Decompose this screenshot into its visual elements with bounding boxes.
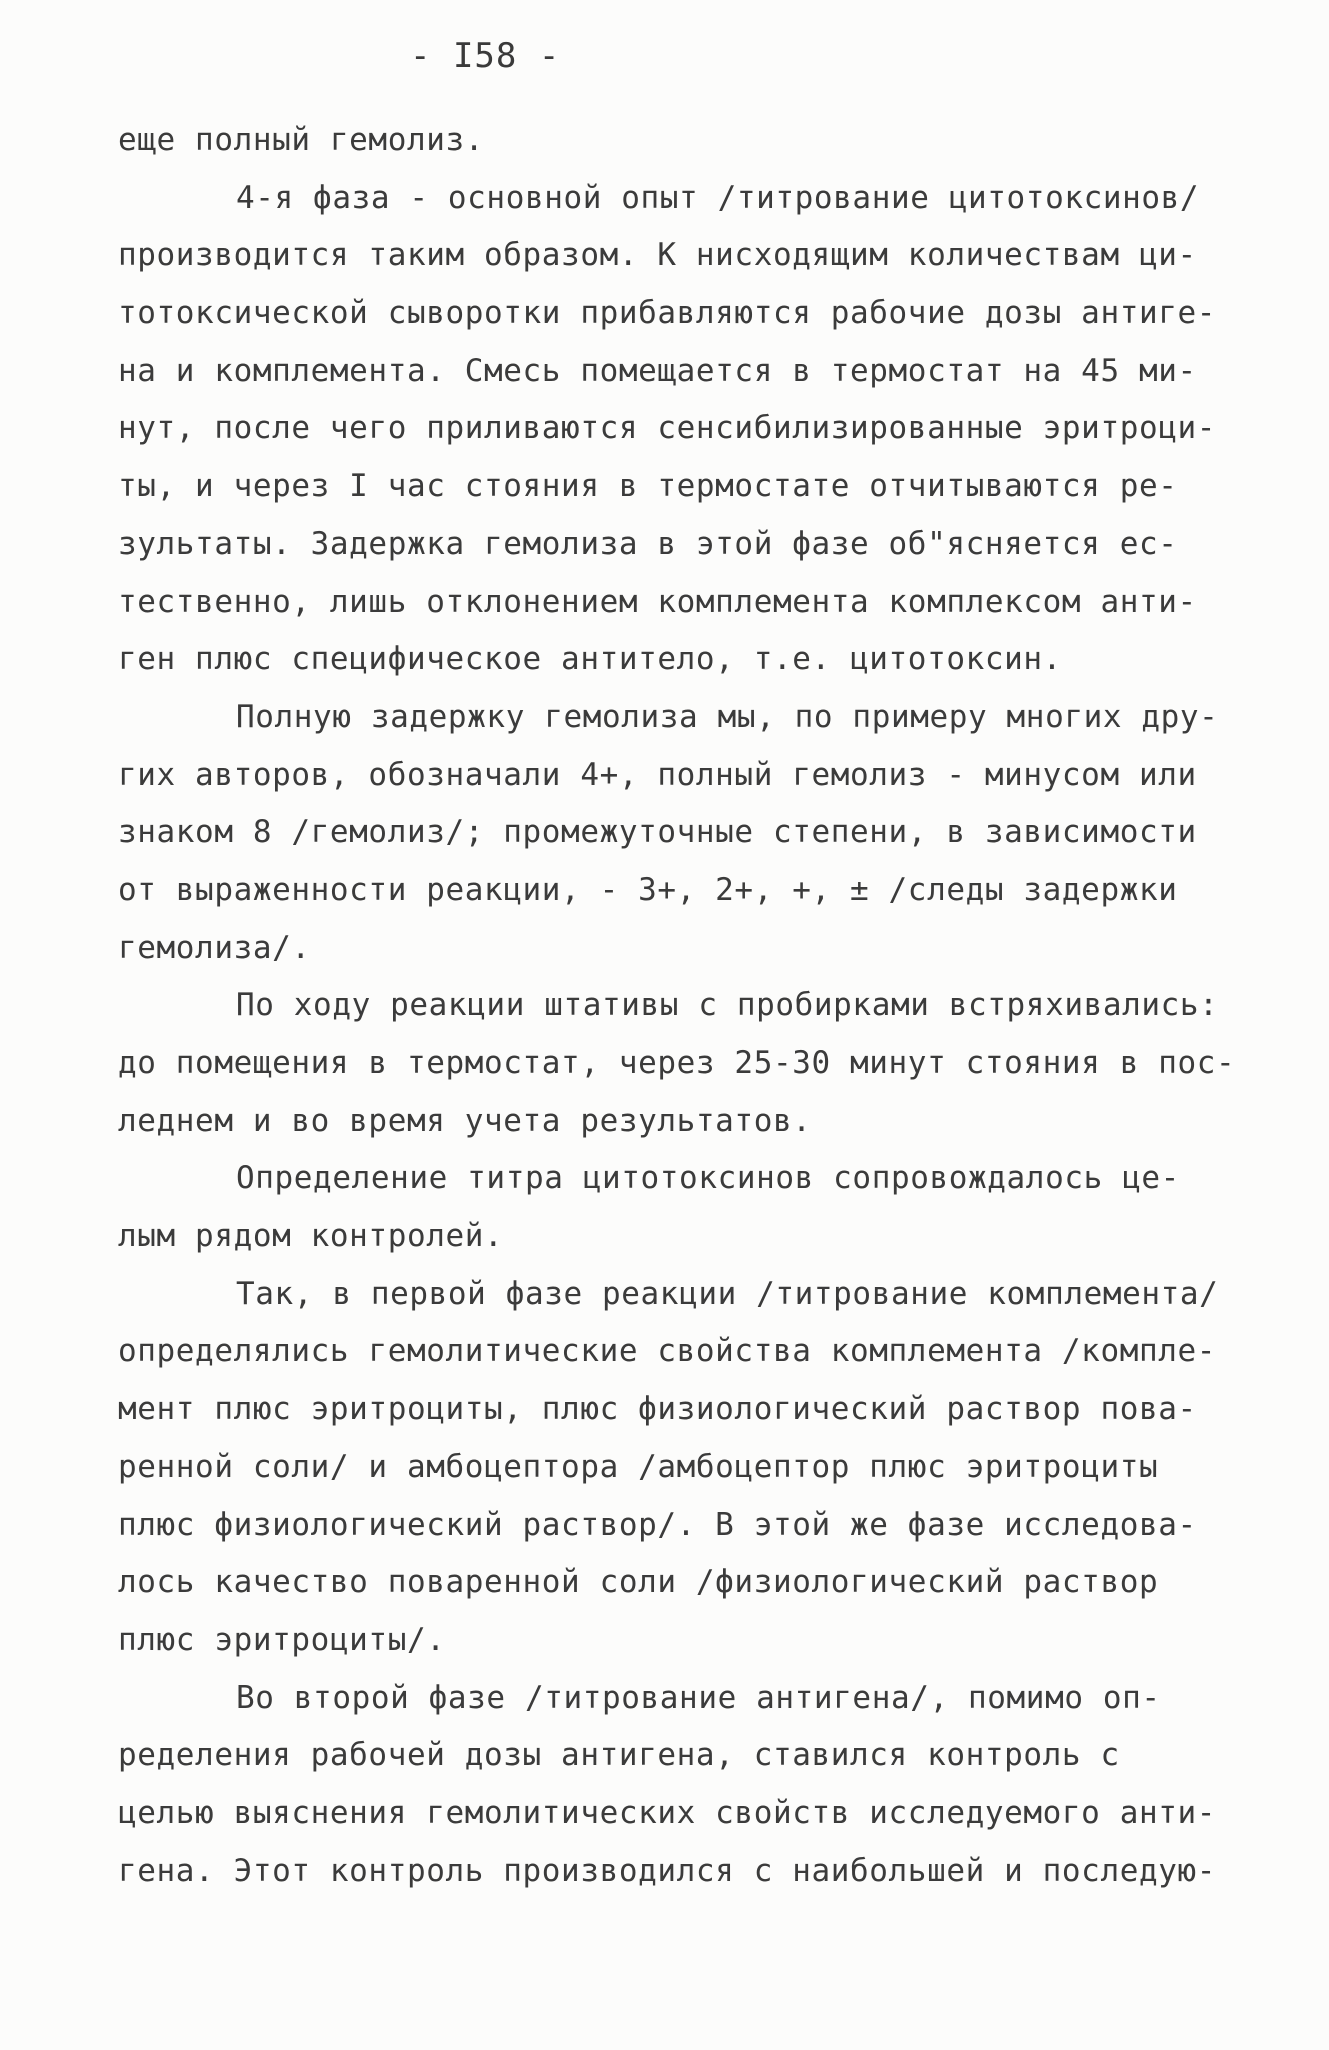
paragraph-start-line: Определение титра цитотоксинов сопровождалось це- bbox=[236, 1160, 1180, 1197]
text-line: тотоксической сыворотки прибавляются рабочие дозы антиге- bbox=[118, 295, 1217, 332]
paragraph-start-line: Полную задержку гемолиза мы, по примеру многих дру- bbox=[236, 698, 1219, 735]
text-line: знаком 8 /гемолиз/; промежуточные степени, в зависимости bbox=[118, 814, 1197, 851]
text-line: на и комплемента. Смесь помещается в термостат на 45 ми- bbox=[118, 352, 1197, 389]
text-line: еще полный гемолиз. bbox=[118, 122, 485, 158]
text-line: ты, и через I час стояния в термостате отчитываются ре- bbox=[118, 468, 1178, 505]
paragraph-start-line: По ходу реакции штативы с пробирками встряхивались: bbox=[236, 987, 1219, 1024]
document-body bbox=[118, 112, 1236, 1900]
text-line: ренной соли/ и амбоцептора /амбоцептор плюс эритроциты bbox=[118, 1448, 1159, 1485]
text-line: плюс физиологический раствор/. В этой же фазе исследова- bbox=[118, 1506, 1197, 1543]
page-number: - I58 - bbox=[410, 36, 561, 76]
paragraph-start-line: Так, в первой фазе реакции /титрование комплемента/ bbox=[236, 1275, 1219, 1312]
text-line: плюс эритроциты/. bbox=[118, 1621, 446, 1658]
text-line: производится таким образом. К нисходящим количествам ци- bbox=[118, 237, 1197, 274]
text-line: гемолиза/. bbox=[118, 929, 311, 966]
text-line: нут, после чего приливаются сенсибилизированные эритроци- bbox=[118, 410, 1217, 447]
text-line: мент плюс эритроциты, плюс физиологический раствор пова- bbox=[118, 1391, 1197, 1428]
text-line: целью выяснения гемолитических свойств исследуемого анти- bbox=[118, 1794, 1217, 1831]
text-line: лось качество поваренной соли /физиологический раствор bbox=[118, 1564, 1159, 1601]
text-line: зультаты. Задержка гемолиза в этой фазе об"ясняется ес- bbox=[118, 525, 1178, 562]
text-line: от выраженности реакции, - 3+, 2+, +, ± /следы задержки bbox=[118, 871, 1178, 908]
text-line: лым рядом контролей. bbox=[118, 1218, 504, 1255]
text-line: гена. Этот контроль производился с наибольшей и последую- bbox=[118, 1852, 1217, 1889]
text-line: тественно, лишь отклонением комплемента комплексом анти- bbox=[118, 583, 1197, 620]
text-line: гих авторов, обозначали 4+, полный гемолиз - минусом или bbox=[118, 756, 1197, 793]
text-line: определялись гемолитические свойства комплемента /компле- bbox=[118, 1333, 1217, 1370]
text-line: ределения рабочей дозы антигена, ставился контроль с bbox=[118, 1737, 1120, 1774]
paragraph-start-line: 4-я фаза - основной опыт /титрование цитотоксинов/ bbox=[236, 179, 1200, 216]
text-line: до помещения в термостат, через 25-30 минут стояния в пос- bbox=[118, 1045, 1236, 1081]
text-line: ген плюс специфическое антитело, т.е. цитотоксин. bbox=[118, 641, 1062, 678]
paragraph-start-line: Во второй фазе /титрование антигена/, помимо оп- bbox=[236, 1679, 1161, 1716]
text-line: леднем и во время учета результатов. bbox=[118, 1102, 812, 1139]
